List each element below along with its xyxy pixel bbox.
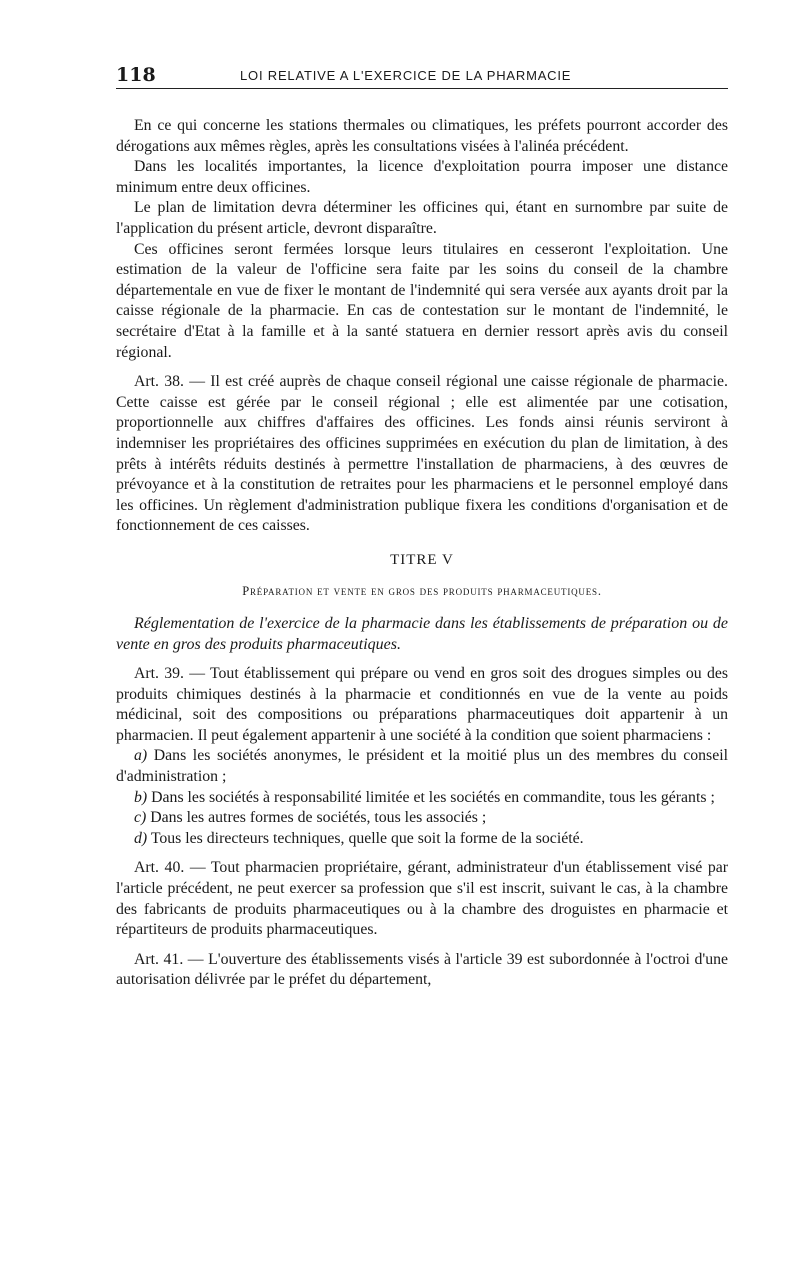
page-number: 118: [116, 64, 156, 86]
paragraph-localites: Dans les localités importantes, la licence d'exploitation pourra imposer une distance minimum entre deux officines.: [116, 158, 728, 196]
body-text: [116, 116, 728, 991]
titre-subtitle: Préparation et vente en gros des produits pharmaceutiques.: [242, 584, 602, 599]
page-header: [116, 64, 728, 89]
running-title: LOI RELATIVE A L'EXERCICE DE LA PHARMACIE: [240, 68, 572, 83]
article-39-item-c: [116, 808, 728, 829]
paragraph-officines: Ces officines seront fermées lorsque leurs titulaires en cesseront l'exploitation. Une estimation de la valeur de l'officine sera faite par les soins du conseil de la chambre départementale en vue de fixer le montant de l'indemnité qui sera versée aux ayants droit par la caisse régionale de la pharmacie. En cas de contestation sur le montant de l'indemnité, le secrétaire d'Etat à la famille et à la santé statuera en dernier ressort après avis du conseil régional.: [116, 240, 728, 361]
article-38: Art. 38. — Il est créé auprès de chaque conseil régional une caisse régionale de pharmacie. Cette caisse est gérée par le conseil régional ; elle est alimentée par une cotisation, proportionnelle aux chiffres d'affaires des officines. Les fonds ainsi réunis serviront à indemniser les propriétaires des officines supprimées en exécution du plan de limitation, à des prêts à intérêts réduits destinés à permettre l'installation de pharmaciens, à des œuvres de prévoyance et à la constitution de retraites pour les pharmaciens et le personnel employé dans les officines. Un règlement d'administration publique fixera les conditions d'organisation et de fonctionnement de ces caisses.: [116, 373, 728, 535]
section-heading: Réglementation de l'exercice de la pharmacie dans les établissements de préparation ou de vente en gros des produits pharmaceutiques.: [116, 615, 728, 654]
article-39-item-d: [116, 829, 728, 850]
titre-heading: TITRE V: [390, 551, 454, 568]
item-text: Dans les autres formes de sociétés, tous les associés ;: [150, 809, 487, 827]
item-letter: b): [134, 788, 148, 806]
item-letter: a): [134, 747, 148, 765]
article-41: Art. 41. — L'ouverture des établissements visés à l'article 39 est subordonnée à l'octroi d'une autorisation délivrée par le préfet du département,: [116, 950, 728, 989]
article-39-item-a: [116, 746, 728, 787]
item-text: Dans les sociétés à responsabilité limitée et les sociétés en commandite, tous les gérants ;: [151, 788, 715, 806]
item-letter: c): [134, 809, 147, 827]
item-letter: d): [134, 829, 148, 847]
item-text: Tous les directeurs techniques, quelle que soit la forme de la société.: [150, 829, 584, 847]
paragraph-plan: Le plan de limitation devra déterminer les officines qui, étant en surnombre par suite de l'application du présent article, devront disparaître.: [116, 199, 728, 237]
article-40: Art. 40. — Tout pharmacien propriétaire, gérant, administrateur d'un établissement visé par l'article précédent, ne peut exercer sa profession que s'il est inscrit, suivant le cas, à la chambre des fabricants de produits pharmaceutiques ou à la chambre des droguistes en pharmacie et répartiteurs de produits pharmaceutiques.: [116, 859, 728, 939]
article-39-item-b: [116, 788, 728, 809]
article-39: Art. 39. — Tout établissement qui prépare ou vend en gros soit des drogues simples ou des produits chimiques destinés à la pharmacie et conditionnés en vue de la vente au poids médicinal, soit des compositions ou préparations pharmaceutiques doit appartenir à un pharmacien. Il peut également appartenir à une société à la condition que soient pharmaciens :: [116, 665, 728, 744]
paragraph-stations: En ce qui concerne les stations thermales ou climatiques, les préfets pourront accorder des dérogations aux mêmes règles, après les consultations visées à l'alinéa précédent.: [116, 117, 728, 155]
item-text: Dans les sociétés anonymes, le président et la moitié plus un des membres du conseil d'administration ;: [116, 747, 728, 786]
